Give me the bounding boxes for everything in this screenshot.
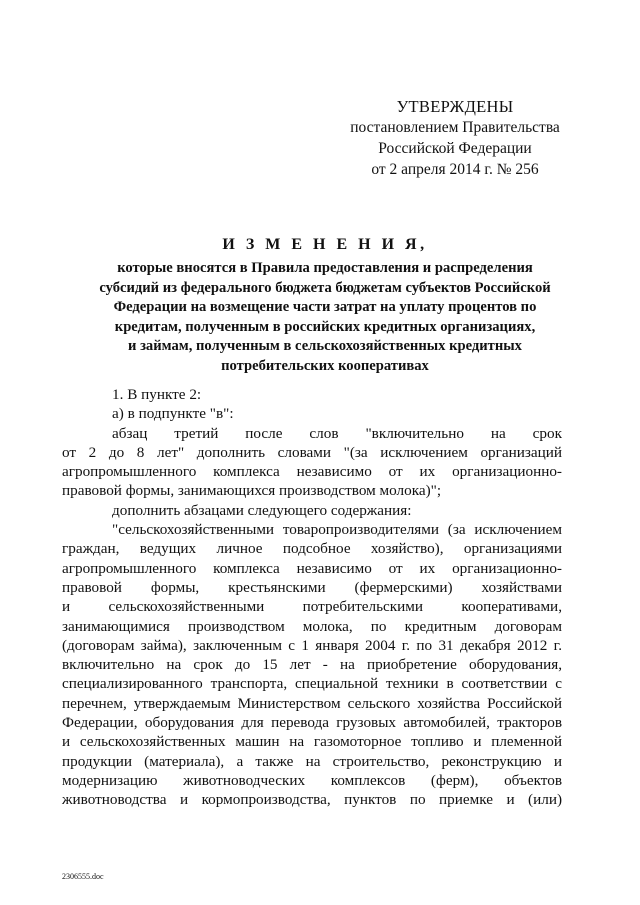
body-line: (договорам займа), заключенным с 1 января 2004 г. по 31 декабря 2012 г. [62,636,562,654]
approval-stamp [310,96,600,180]
body-line: "сельскохозяйственными товаропроизводителями (за исключением [112,521,562,539]
document-subtitle-line: потребительских кооперативах [221,357,429,374]
body-line: и сельскохозяйственных машин на газомоторное топливо и племенной [62,733,562,751]
body-line: а) в подпункте "в": [112,405,234,423]
document-subtitle-line: кредитам, полученным в российских кредитных организациях, [114,318,536,335]
body-line: 1. В пункте 2: [112,386,202,403]
document-subtitle-line: и займам, полученным в сельскохозяйственных кредитных [128,338,522,354]
document-heading [60,236,590,376]
body-line: включительно на срок до 15 лет - на приобретение оборудования, [62,656,562,674]
document-body [62,385,562,810]
approval-line-2: Российской Федерации [378,140,532,157]
body-line: специализированного транспорта, специальной техники в соответствии с [62,675,562,693]
document-subtitle-line: Федерации на возмещение части затрат на уплату процентов по [113,299,537,315]
document-title: И З М Е Н Е Н И Я, [222,236,428,253]
body-line: и сельскохозяйственными потребительскими кооперативами, [62,598,562,616]
body-line: правовой формы, занимающихся производством молока)"; [62,482,442,500]
body-line: от 2 до 8 лет" дополнить словами "(за исключением организаций [62,443,562,461]
body-line: агропромышленного комплекса независимо от их организационно- [62,559,562,577]
body-line: модернизацию животноводческих комплексов (ферм), объектов [62,771,562,789]
body-line: дополнить абзацами следующего содержания: [112,501,412,519]
body-line: перечнем, утверждаемым Министерством сельского хозяйства Российской [62,694,562,712]
body-line: продукции (материала), а также на строительство, реконструкцию и [62,752,562,770]
body-line: абзац третий после слов "включительно на срок [112,424,562,442]
body-line: животноводства и кормопроизводства, пунктов по приемке и (или) [62,791,562,809]
body-line: агропромышленного комплекса независимо от их организационно- [62,463,562,481]
approval-title: УТВЕРЖДЕНЫ [396,97,514,116]
body-line: Федерации, оборудования для перевода грузовых автомобилей, тракторов [62,714,562,732]
file-code: 2306555.doc [62,872,104,881]
body-line: занимающимися производством молока, по кредитным договорам [62,617,562,635]
document-subtitle-line: которые вносятся в Правила предоставления и распределения [117,260,533,276]
approval-line-3: от 2 апреля 2014 г. № 256 [371,161,539,178]
approval-line-1: постановлением Правительства [350,119,560,136]
body-line: правовой формы, крестьянскими (фермерскими) хозяйствами [62,578,562,596]
body-line: граждан, ведущих личное подсобное хозяйство), организациями [62,540,562,558]
document-subtitle-line: субсидий из федерального бюджета бюджетам субъектов Российской [99,279,551,296]
